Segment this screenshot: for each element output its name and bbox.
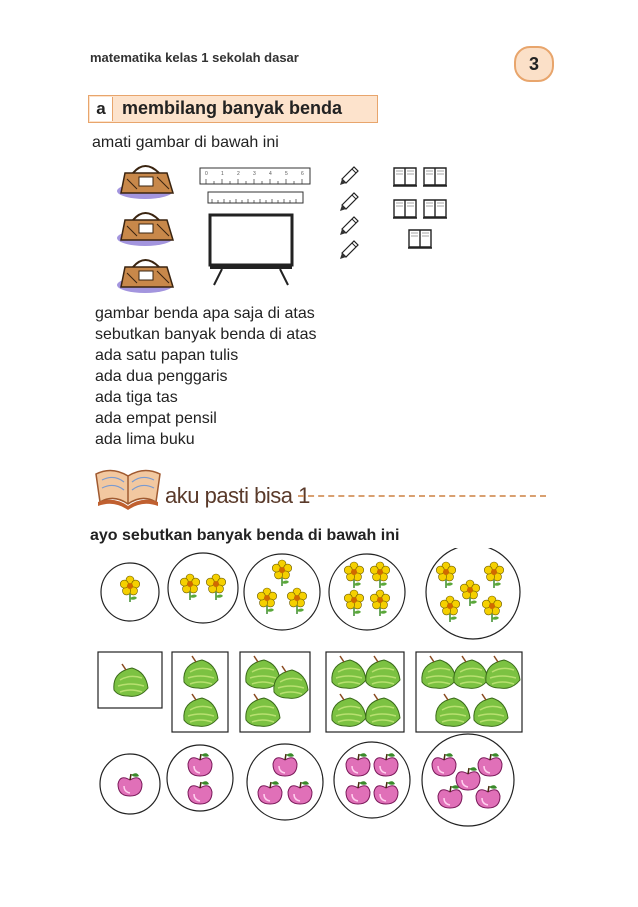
text-line: ada tiga tas [95, 389, 178, 406]
ruler-number: 3 [253, 171, 256, 177]
book-icon [393, 200, 417, 218]
exercise-prompt: ayo sebutkan banyak benda di bawah ini [90, 527, 400, 544]
book-icon [408, 230, 432, 248]
text-line: sebutkan banyak benda di atas [95, 326, 317, 343]
leaf-group [240, 652, 310, 732]
apple-group [334, 742, 410, 818]
book-icon [423, 200, 447, 218]
text-line: gambar benda apa saja di atas [95, 305, 315, 322]
activity-title: aku pasti bisa 1 [165, 483, 310, 508]
bag-icon [117, 260, 173, 293]
divider [298, 495, 546, 497]
ruler-number: 1 [221, 171, 224, 177]
leaf-group [326, 652, 404, 732]
text-line: ada satu papan tulis [95, 347, 239, 364]
section-letter: a [90, 97, 113, 121]
leaf-group [98, 652, 162, 708]
apple-group [422, 734, 514, 826]
ruler-number: 5 [285, 171, 288, 177]
flower-group [329, 554, 405, 630]
flower-group [426, 548, 520, 639]
section-title: membilang banyak benda [122, 98, 343, 118]
ruler-icon [208, 192, 303, 203]
pencil-icon [340, 193, 358, 211]
text-line: ada empat pensil [95, 410, 217, 427]
flower-group [244, 554, 320, 630]
leaf-group [172, 652, 228, 732]
illustration [110, 155, 470, 300]
apple-group [247, 744, 323, 820]
book-icon [92, 462, 164, 512]
apple-group [167, 745, 233, 811]
book-icon [423, 168, 447, 186]
text-line: ada dua penggaris [95, 368, 228, 385]
ruler-number: 4 [269, 171, 272, 177]
bag-icon [117, 166, 173, 199]
pencil-icon [340, 167, 358, 185]
flower-group [101, 563, 159, 621]
pencil-icon [340, 241, 358, 259]
book-icon [393, 168, 417, 186]
text-lines [95, 303, 317, 450]
apple-group [100, 754, 160, 814]
header-title: matematika kelas 1 sekolah dasar [90, 50, 299, 65]
flower-group [168, 553, 238, 623]
ruler-number: 6 [301, 171, 304, 177]
instruction-text: amati gambar di bawah ini [92, 134, 279, 151]
page-number: 3 [514, 46, 554, 82]
ruler-number: 2 [237, 171, 240, 177]
ruler-number: 0 [205, 171, 208, 177]
pencil-icon [340, 217, 358, 235]
blackboard-icon [210, 215, 292, 285]
bag-icon [117, 213, 173, 246]
exercise-grid [90, 548, 540, 843]
ruler-icon [200, 168, 310, 184]
leaf-group [416, 652, 522, 732]
text-line: ada lima buku [95, 431, 195, 448]
